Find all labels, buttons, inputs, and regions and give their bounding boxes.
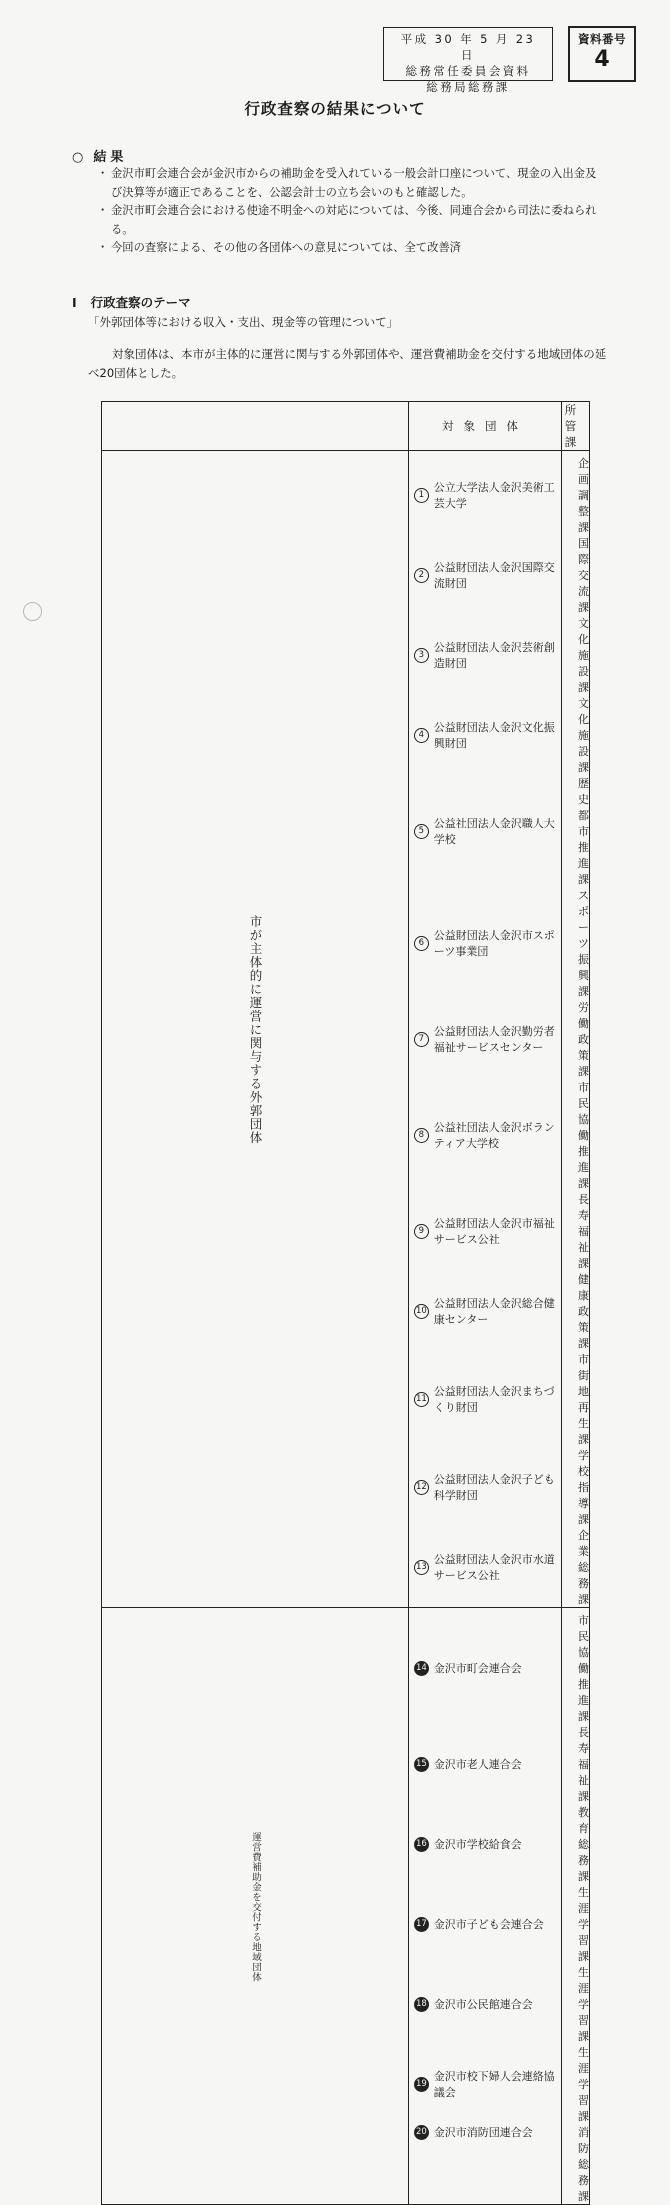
- stamp-committee: 総務常任委員会資料: [405, 64, 531, 78]
- organization-name: 金沢市町会連合会: [433, 1662, 522, 1675]
- result-item-text: 今回の査察による、その他の各団体への意見については、全て改善済: [111, 241, 461, 254]
- department-name: 文化施設課: [562, 695, 590, 775]
- bullet-icon: ・: [97, 241, 109, 254]
- group2-label-cell: [102, 1608, 409, 2205]
- organization-name: 公益財団法人金沢まちづくり財団: [433, 1385, 555, 1414]
- organization-name: 公益財団法人金沢子ども科学財団: [433, 1473, 555, 1502]
- organization-name: 金沢市学校給食会: [433, 1838, 522, 1851]
- row-number-cell: [409, 1724, 434, 1804]
- department-name: 企画調整課: [562, 451, 590, 536]
- row-number-cell: [409, 535, 434, 615]
- circled-number-icon: 11: [414, 1392, 429, 1407]
- organization-name: 公益財団法人金沢総合健康センター: [433, 1297, 555, 1326]
- circled-number-icon: 6: [414, 936, 429, 951]
- department-name: 消防総務課: [562, 2124, 590, 2205]
- department-name: 企業総務課: [562, 1527, 590, 1608]
- row-number-cell: [409, 2044, 434, 2124]
- circled-number-icon: 2: [414, 568, 429, 583]
- target-organizations-table: [101, 401, 590, 2205]
- group2-body: [102, 1608, 590, 2205]
- result-list: [97, 165, 607, 258]
- department-name: 市民協働推進課: [562, 1608, 590, 1725]
- organization-name: 金沢市老人連合会: [433, 1758, 522, 1771]
- stamp-department: 総務局総務課: [426, 80, 510, 94]
- result-item: [97, 202, 607, 239]
- circled-number-icon: 1: [414, 488, 429, 503]
- department-name: 学校指導課: [562, 1447, 590, 1527]
- row-number-cell: [409, 1608, 434, 1725]
- circled-number-icon: 17: [414, 1917, 429, 1932]
- department-name: 生涯学習課: [562, 2044, 590, 2124]
- department-name: 健康政策課: [562, 1271, 590, 1351]
- circled-number-icon: 18: [414, 1997, 429, 2012]
- organization-name: 公益財団法人金沢文化振興財団: [433, 721, 555, 750]
- column-header-organization: 対象団体: [409, 402, 562, 451]
- organization-name: 公益財団法人金沢芸術創造財団: [433, 641, 555, 670]
- column-header-department: 所管課: [562, 402, 590, 451]
- row-number-cell: [409, 1079, 434, 1191]
- circled-number-icon: 16: [414, 1837, 429, 1852]
- section-number: Ⅰ: [72, 295, 77, 310]
- circled-number-icon: 10: [414, 1304, 429, 1319]
- department-name: 文化施設課: [562, 615, 590, 695]
- row-number-cell: [409, 1804, 434, 1884]
- department-name: 労働政策課: [562, 999, 590, 1079]
- group1-label: 市が主体的に運営に関与する外郭団体: [248, 914, 263, 1145]
- department-name: 国際交流課: [562, 535, 590, 615]
- row-number-cell: [409, 2124, 434, 2205]
- organization-name: 金沢市校下婦人会連絡協議会: [433, 2070, 555, 2099]
- organization-name: 金沢市公民館連合会: [433, 1998, 533, 2011]
- row-number-cell: [409, 615, 434, 695]
- section-heading: [72, 293, 191, 311]
- circled-number-icon: 7: [414, 1032, 429, 1047]
- organization-name: 金沢市消防団連合会: [434, 2124, 562, 2205]
- result-heading: [72, 146, 127, 165]
- result-item-text: 金沢市町会連合会における使途不明金への対応については、今後、同連合会から司法に委ねられる。: [111, 204, 597, 236]
- row-number-cell: [409, 1191, 434, 1271]
- organization-name: 公益財団法人金沢勤労者福祉サービスセンター: [433, 1025, 555, 1054]
- organization-name: 公益財団法人金沢国際交流財団: [433, 561, 555, 590]
- row-number-cell: [409, 887, 434, 999]
- circled-number-icon: 15: [414, 1757, 429, 1772]
- table-row: [102, 1608, 590, 1725]
- department-name: 生涯学習課: [562, 1964, 590, 2044]
- row-number-cell: [409, 1351, 434, 1447]
- document-stamp: [383, 27, 553, 94]
- result-heading-label: 結果: [93, 150, 128, 165]
- organization-name: 公益社団法人金沢ボランティア大学校: [433, 1121, 555, 1150]
- row-number-cell: [409, 695, 434, 775]
- punch-hole-mark: [23, 602, 42, 621]
- department-name: 市街地再生課: [562, 1351, 590, 1447]
- group2-label: 運営費補助金を交付する地域団体: [250, 1831, 261, 1982]
- table-corner-cell: [102, 402, 409, 451]
- stamp-date: 平成 30 年 5 月 23 日: [400, 32, 536, 62]
- section-theme: 「外郭団体等における収入・支出、現金等の管理について」: [88, 315, 399, 329]
- circled-number-icon: 4: [414, 728, 429, 743]
- circled-number-icon: 19: [414, 2077, 429, 2092]
- department-name: 市民協働推進課: [562, 1079, 590, 1191]
- organization-name: 公立大学法人金沢美術工芸大学: [433, 481, 555, 510]
- document-number-box: [568, 26, 636, 82]
- circled-number-icon: 8: [414, 1128, 429, 1143]
- department-name: 長寿福祉課: [562, 1724, 590, 1804]
- department-name: 長寿福祉課: [562, 1191, 590, 1271]
- circled-number-icon: 3: [414, 648, 429, 663]
- document-number-label: 資料番号: [578, 32, 626, 46]
- department-name: 教育総務課: [562, 1804, 590, 1884]
- section-paragraph: 対象団体は、本市が主体的に運営に関与する外郭団体や、運営費補助金を交付する地域団体の延べ20団体とした。: [88, 347, 607, 380]
- circled-number-icon: 9: [414, 1224, 429, 1239]
- organization-name: 公益社団法人金沢職人大学校: [433, 817, 555, 846]
- result-item: [97, 165, 607, 202]
- row-number-cell: [409, 1884, 434, 1964]
- circled-number-icon: 13: [414, 1560, 429, 1575]
- bullet-icon: ・: [97, 167, 109, 180]
- row-number-cell: [409, 451, 434, 536]
- table-row: [102, 451, 590, 536]
- row-number-cell: [409, 1964, 434, 2044]
- group1-body: [102, 451, 590, 1608]
- circled-number-icon: 14: [414, 1661, 429, 1676]
- circled-number-icon: 12: [414, 1480, 429, 1495]
- organization-name: 公益財団法人金沢市スポーツ事業団: [433, 929, 555, 958]
- organization-name: 公益財団法人金沢市水道サービス公社: [434, 1527, 562, 1608]
- circle-marker-icon: ○: [72, 150, 84, 165]
- row-number-cell: [409, 999, 434, 1079]
- row-number-cell: [409, 1447, 434, 1527]
- department-name: 歴史都市推進課: [562, 775, 590, 887]
- result-item: [97, 239, 607, 258]
- bullet-icon: ・: [97, 204, 109, 217]
- organization-name: 公益財団法人金沢市福祉サービス公社: [433, 1217, 555, 1246]
- row-number-cell: [409, 775, 434, 887]
- group1-label-cell: [102, 451, 409, 1608]
- department-name: 生涯学習課: [562, 1884, 590, 1964]
- document-number-value: 4: [594, 47, 610, 72]
- circled-number-icon: 20: [414, 2125, 429, 2140]
- result-item-text: 金沢市町会連合会が金沢市からの補助金を受入れている一般会計口座について、現金の入出金及び決算等が適正であることを、公認会計士の立ち会いのもと確認した。: [111, 167, 597, 199]
- row-number-cell: [409, 1527, 434, 1608]
- section-title: 行政査察のテーマ: [90, 295, 191, 310]
- page-title: 行政査察の結果について: [244, 100, 426, 118]
- department-name: スポーツ振興課: [562, 887, 590, 999]
- circled-number-icon: 5: [414, 824, 429, 839]
- organization-name: 金沢市子ども会連合会: [433, 1918, 544, 1931]
- row-number-cell: [409, 1271, 434, 1351]
